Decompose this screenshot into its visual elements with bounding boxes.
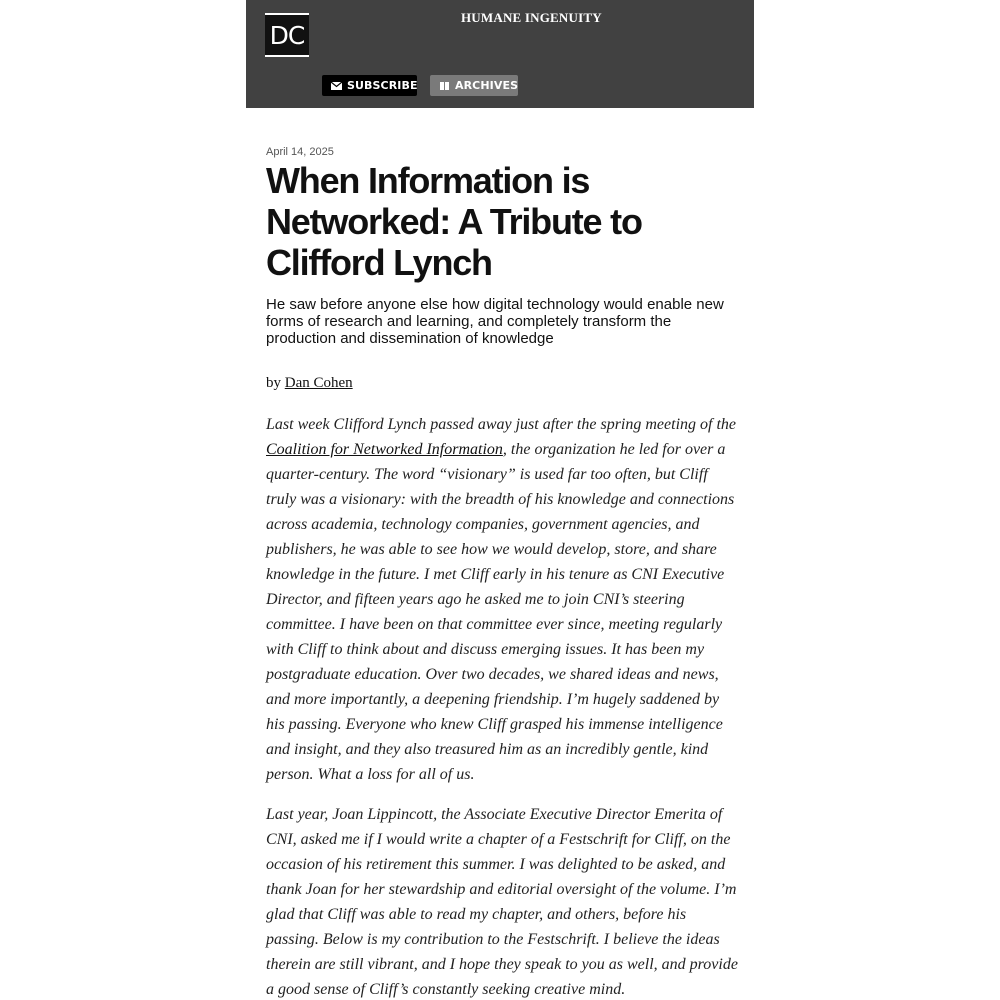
post-date: April 14, 2025 xyxy=(266,146,334,158)
archives-button[interactable] xyxy=(430,75,518,96)
subscribe-label: SUBSCRIBE xyxy=(347,79,418,92)
site-title[interactable]: HUMANE INGENUITY xyxy=(461,10,602,25)
byline xyxy=(266,375,353,392)
post-subtitle: He saw before anyone else how digital technology would enable new forms of research and learning, and completely transform the production and dissemination of knowledge xyxy=(266,296,724,347)
archives-label: ARCHIVES xyxy=(455,79,519,92)
cni-link[interactable]: Coalition for Networked Information xyxy=(266,441,503,458)
site-header xyxy=(246,0,754,108)
subscribe-button[interactable] xyxy=(322,75,417,96)
post-title: When Information is Networked: A Tribute to Clifford Lynch xyxy=(266,160,642,283)
envelope-icon xyxy=(331,82,342,90)
page xyxy=(246,0,754,998)
book-icon xyxy=(439,82,450,90)
paragraph-1-rest: , the organization he led for over a quarter-century. The word “visionary” is used far too often, but Cliff truly was a visionary: with the breadth of his knowledge and connections across academia, technology companies, government agencies, and publishers, he was able to see how we would develop, store, and share knowledge in the future. I met Cliff early in his tenure as CNI Executive Director, and fifteen years ago he asked me to join CNI’s steering committee. I have been on that committee ever since, meeting regularly with Cliff to think about and discuss emerging issues. It has been my postgraduate education. Over two decades, we shared ideas and news, and more importantly, a deepening friendship. I’m hugely saddened by his passing. Everyone who knew Cliff grasped his immense intelligence and insight, and they also treasured him as an incredibly gentle, kind person. What a loss for all of us. xyxy=(266,441,735,783)
byline-prefix: by xyxy=(266,375,281,391)
logo-text: DC xyxy=(269,20,305,50)
paragraph-2: Last year, Joan Lippincott, the Associate Executive Director Emerita of CNI, asked me if I would write a chapter of a Festschrift for Cliff, on the occasion of his retirement this summer. I was delighted to be asked, and thank Joan for her stewardship and editorial oversight of the volume. I’m glad that Cliff was able to read my chapter, and others, before his passing. Below is my contribution to the Festschrift. I believe the ideas therein are still vibrant, and I hope they speak to you as well, and provide a good sense of Cliff’s constantly seeking creative mind. xyxy=(266,806,738,998)
post-body xyxy=(266,412,741,1000)
author-link[interactable]: Dan Cohen xyxy=(284,375,353,391)
paragraph-1 xyxy=(266,412,741,787)
site-logo[interactable] xyxy=(265,13,309,57)
paragraph-1-intro: Last week Clifford Lynch passed away just after the spring meeting of the xyxy=(266,416,737,433)
